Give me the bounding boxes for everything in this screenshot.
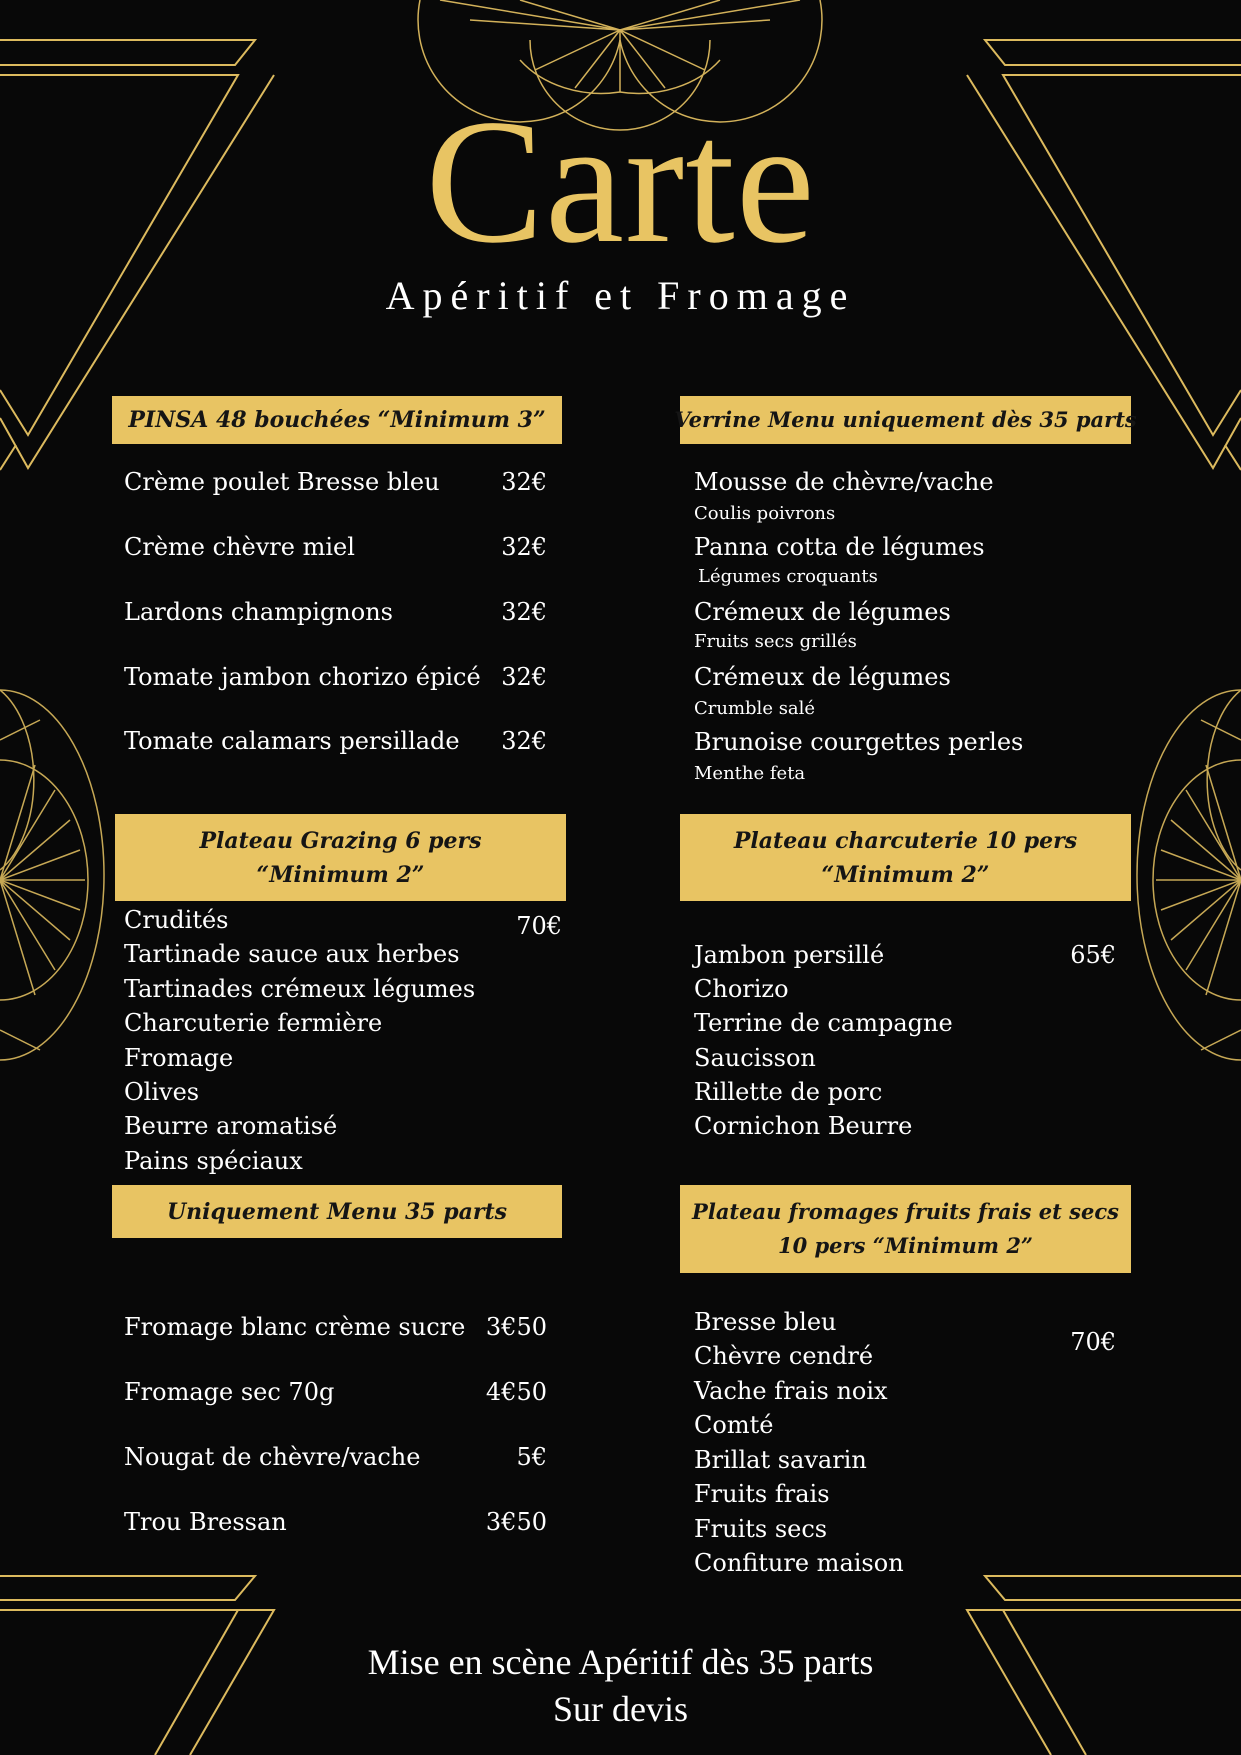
item-price: 32€ (501, 533, 547, 561)
list-item: Jambon persillé (694, 941, 885, 969)
footer-line-2: Sur devis (553, 1689, 688, 1729)
list-item: Fromage (124, 1044, 234, 1072)
item-name: Crémeux de légumes (694, 663, 951, 691)
fromages-heading-line2: 10 pers “Minimum 2” (777, 1233, 1034, 1258)
list-item: Bresse bleu (694, 1308, 837, 1336)
grazing-heading-line2: “Minimum 2” (256, 861, 425, 888)
list-item: Rillette de porc (694, 1078, 883, 1106)
list-item: Olives (124, 1078, 200, 1106)
item-price: 32€ (501, 727, 547, 755)
list-item: Confiture maison (694, 1549, 904, 1577)
item-detail: Crumble salé (694, 698, 816, 719)
pinsa-heading (112, 396, 562, 444)
pinsa-heading-label: PINSA 48 bouchées “Minimum 3” (128, 407, 546, 433)
list-item: Brillat savarin (694, 1446, 867, 1474)
charcuterie-heading-line2: “Minimum 2” (821, 861, 990, 888)
item-name: Crémeux de légumes (694, 598, 951, 626)
list-item: Fruits secs (694, 1515, 828, 1543)
page-subtitle: Apéritif et Fromage (385, 273, 856, 318)
item-name: Brunoise courgettes perles (694, 728, 1024, 756)
verrine-heading (674, 396, 1137, 444)
list-item: Pains spéciaux (124, 1147, 303, 1175)
item-name: Crème chèvre miel (124, 533, 355, 561)
item-name: Fromage sec 70g (124, 1378, 335, 1406)
item-price: 3€50 (485, 1313, 547, 1341)
item-detail: Menthe feta (694, 763, 806, 784)
list-item: Charcuterie fermière (124, 1009, 383, 1037)
item-name: Tomate jambon chorizo épicé (124, 663, 481, 691)
uniquement-heading (112, 1185, 562, 1238)
charcuterie-heading-line1: Plateau charcuterie 10 pers (733, 827, 1078, 854)
grazing-price: 70€ (516, 912, 562, 940)
item-name: Fromage blanc crème sucre (124, 1313, 466, 1341)
item-detail: Fruits secs grillés (694, 631, 857, 652)
item-price: 3€50 (485, 1508, 547, 1536)
list-item: Chèvre cendré (694, 1342, 874, 1370)
list-item: Beurre aromatisé (124, 1112, 338, 1140)
item-price: 32€ (501, 663, 547, 691)
item-price: 5€ (516, 1443, 547, 1471)
list-item: Vache frais noix (694, 1377, 888, 1405)
item-name: Lardons champignons (124, 598, 393, 626)
item-detail: Légumes croquants (698, 566, 878, 587)
item-price: 32€ (501, 598, 547, 626)
item-detail: Coulis poivrons (694, 503, 836, 524)
uniquement-heading-label: Uniquement Menu 35 parts (166, 1198, 508, 1225)
charcuterie-heading (680, 814, 1131, 901)
fromages-heading-line1: Plateau fromages fruits frais et secs (692, 1199, 1119, 1224)
list-item: Saucisson (694, 1044, 816, 1072)
list-item: Fruits frais (694, 1480, 830, 1508)
item-name: Panna cotta de légumes (694, 533, 985, 561)
grazing-heading (115, 814, 566, 901)
list-item: Comté (694, 1411, 774, 1439)
page-title: Carte (425, 82, 816, 280)
list-item: Terrine de campagne (694, 1009, 953, 1037)
item-name: Mousse de chèvre/vache (694, 468, 994, 496)
item-name: Crème poulet Bresse bleu (124, 468, 440, 496)
item-name: Trou Bressan (124, 1508, 287, 1536)
grazing-heading-line1: Plateau Grazing 6 pers (199, 827, 482, 854)
list-item: Tartinades crémeux légumes (124, 975, 476, 1003)
item-price: 4€50 (485, 1378, 547, 1406)
fromages-heading (680, 1185, 1131, 1273)
list-item: Crudités (124, 906, 229, 934)
charcuterie-price: 65€ (1070, 941, 1116, 969)
list-item: Tartinade sauce aux herbes (124, 940, 460, 968)
fromages-price: 70€ (1070, 1328, 1116, 1356)
item-name: Tomate calamars persillade (124, 727, 460, 755)
list-item: Cornichon Beurre (694, 1112, 913, 1140)
item-price: 32€ (501, 468, 547, 496)
verrine-heading-label: Verrine Menu uniquement dès 35 parts (674, 407, 1137, 432)
list-item: Chorizo (694, 975, 789, 1003)
item-name: Nougat de chèvre/vache (124, 1443, 421, 1471)
footer-line-1: Mise en scène Apéritif dès 35 parts (367, 1642, 874, 1682)
